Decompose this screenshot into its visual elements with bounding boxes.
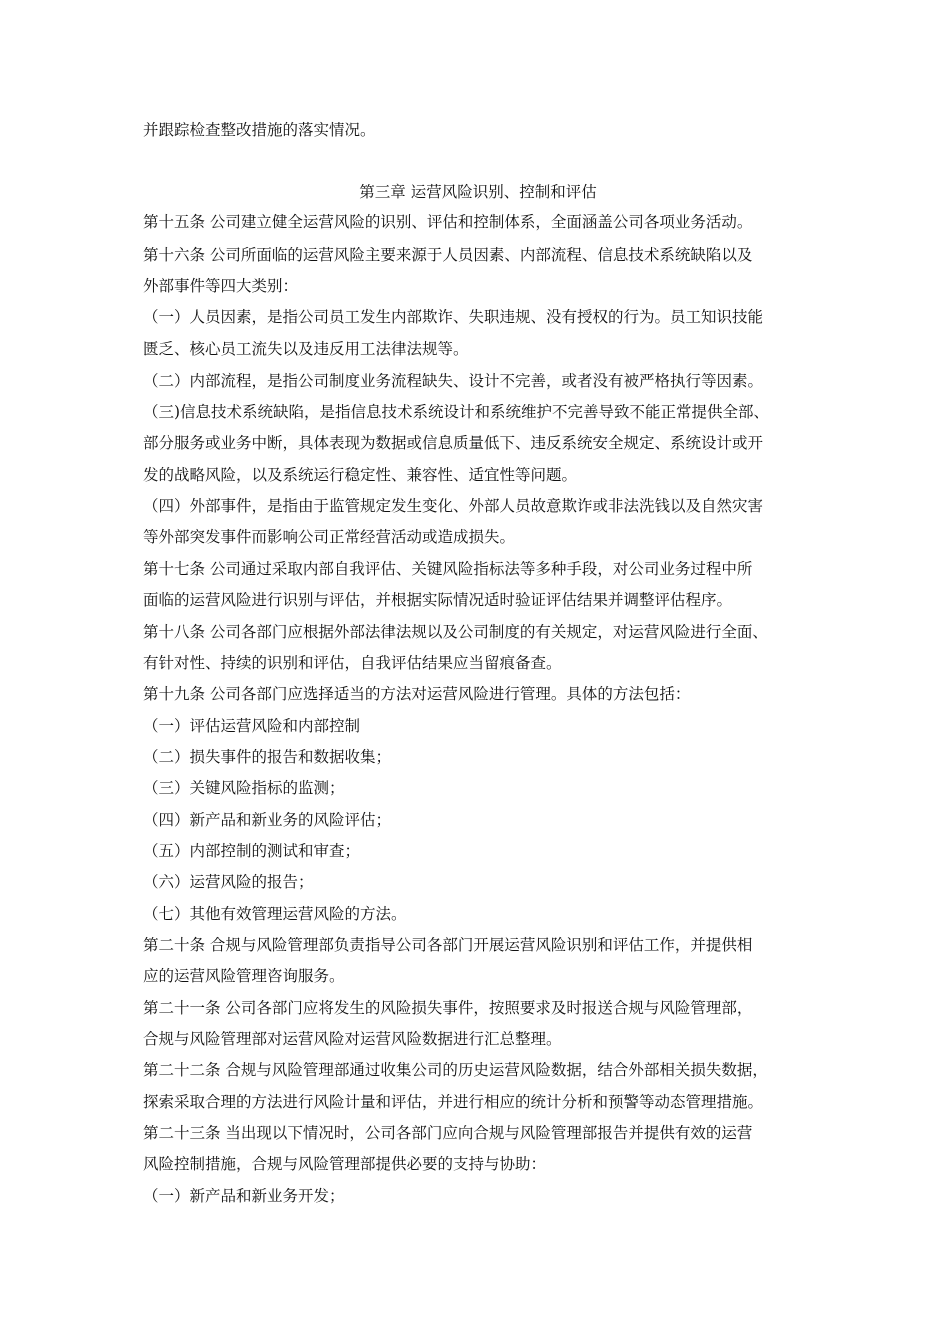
paragraph-line: 匮乏、核心员工流失以及违反用工法律法规等。 — [143, 340, 469, 358]
article-16-line: 第十六条 公司所面临的运营风险主要来源于人员因素、内部流程、信息技术系统缺陷以及 — [143, 246, 753, 264]
paragraph-line: 发的战略风险，以及系统运行稳定性、兼容性、适宜性等问题。 — [143, 466, 578, 484]
paragraph-line: 应的运营风险管理咨询服务。 — [143, 967, 345, 985]
article-17-line: 第十七条 公司通过采取内部自我评估、关键风险指标法等多种手段，对公司业务过程中所 — [143, 560, 753, 578]
list-item-line: （二）损失事件的报告和数据收集； — [143, 748, 392, 766]
article-20-line: 第二十条 合规与风险管理部负责指导公司各部门开展运营风险识别和评估工作，并提供相 — [143, 936, 753, 954]
paragraph-line: 面临的运营风险进行识别与评估，并根据实际情况适时验证评估结果并调整评估程序。 — [143, 591, 733, 609]
list-item-line: （二）内部流程，是指公司制度业务流程缺失、设计不完善，或者没有被严格执行等因素。 — [143, 372, 764, 390]
paragraph-line: 并跟踪检查整改措施的落实情况。 — [143, 121, 376, 139]
paragraph-line: 外部事件等四大类别： — [143, 277, 299, 295]
article-19-line: 第十九条 公司各部门应选择适当的方法对运营风险进行管理。具体的方法包括： — [143, 685, 691, 703]
paragraph-line: 风险控制措施，合规与风险管理部提供必要的支持与协助： — [143, 1155, 547, 1173]
paragraph-line: 部分服务或业务中断，具体表现为数据或信息质量低下、违反系统安全规定、系统设计或开 — [143, 434, 764, 452]
article-22-line: 第二十二条 合规与风险管理部通过收集公司的历史运营风险数据，结合外部相关损失数据， — [143, 1061, 768, 1079]
list-item-line: （三)信息技术系统缺陷，是指信息技术系统设计和系统维护不完善导致不能正常提供全部、 — [143, 403, 770, 421]
paragraph-line: 等外部突发事件而影响公司正常经营活动或造成损失。 — [143, 528, 516, 546]
list-item-line: （五）内部控制的测试和审查； — [143, 842, 361, 860]
list-item-line: （六）运营风险的报告； — [143, 873, 314, 891]
article-21-line: 第二十一条 公司各部门应将发生的风险损失事件，按照要求及时报送合规与风险管理部， — [143, 999, 753, 1017]
paragraph-line: 合规与风险管理部对运营风险对运营风险数据进行汇总整理。 — [143, 1030, 562, 1048]
paragraph-line: 有针对性、持续的识别和评估，自我评估结果应当留痕备查。 — [143, 654, 562, 672]
list-item-line: （三）关键风险指标的监测； — [143, 779, 345, 797]
list-item-line: （一）新产品和新业务开发； — [143, 1187, 345, 1205]
paragraph-line: 探索采取合理的方法进行风险计量和评估，并进行相应的统计分析和预警等动态管理措施。 — [143, 1093, 764, 1111]
article-15-line: 第十五条 公司建立健全运营风险的识别、评估和控制体系，全面涵盖公司各项业务活动。 — [143, 213, 753, 231]
article-18-line: 第十八条 公司各部门应根据外部法律法规以及公司制度的有关规定，对运营风险进行全面、 — [143, 623, 768, 641]
chapter-heading: 第三章 运营风险识别、控制和评估 — [359, 183, 597, 201]
article-23-line: 第二十三条 当出现以下情况时，公司各部门应向合规与风险管理部报告并提供有效的运营 — [143, 1124, 753, 1142]
list-item-line: （一）评估运营风险和内部控制 — [143, 717, 361, 735]
list-item-line: （一）人员因素，是指公司员工发生内部欺诈、失职违规、没有授权的行为。员工知识技能 — [143, 308, 764, 326]
list-item-line: （四）外部事件，是指由于监管规定发生变化、外部人员故意欺诈或非法洗钱以及自然灾害 — [143, 497, 764, 515]
list-item-line: （七）其他有效管理运营风险的方法。 — [143, 905, 407, 923]
list-item-line: （四）新产品和新业务的风险评估； — [143, 811, 392, 829]
